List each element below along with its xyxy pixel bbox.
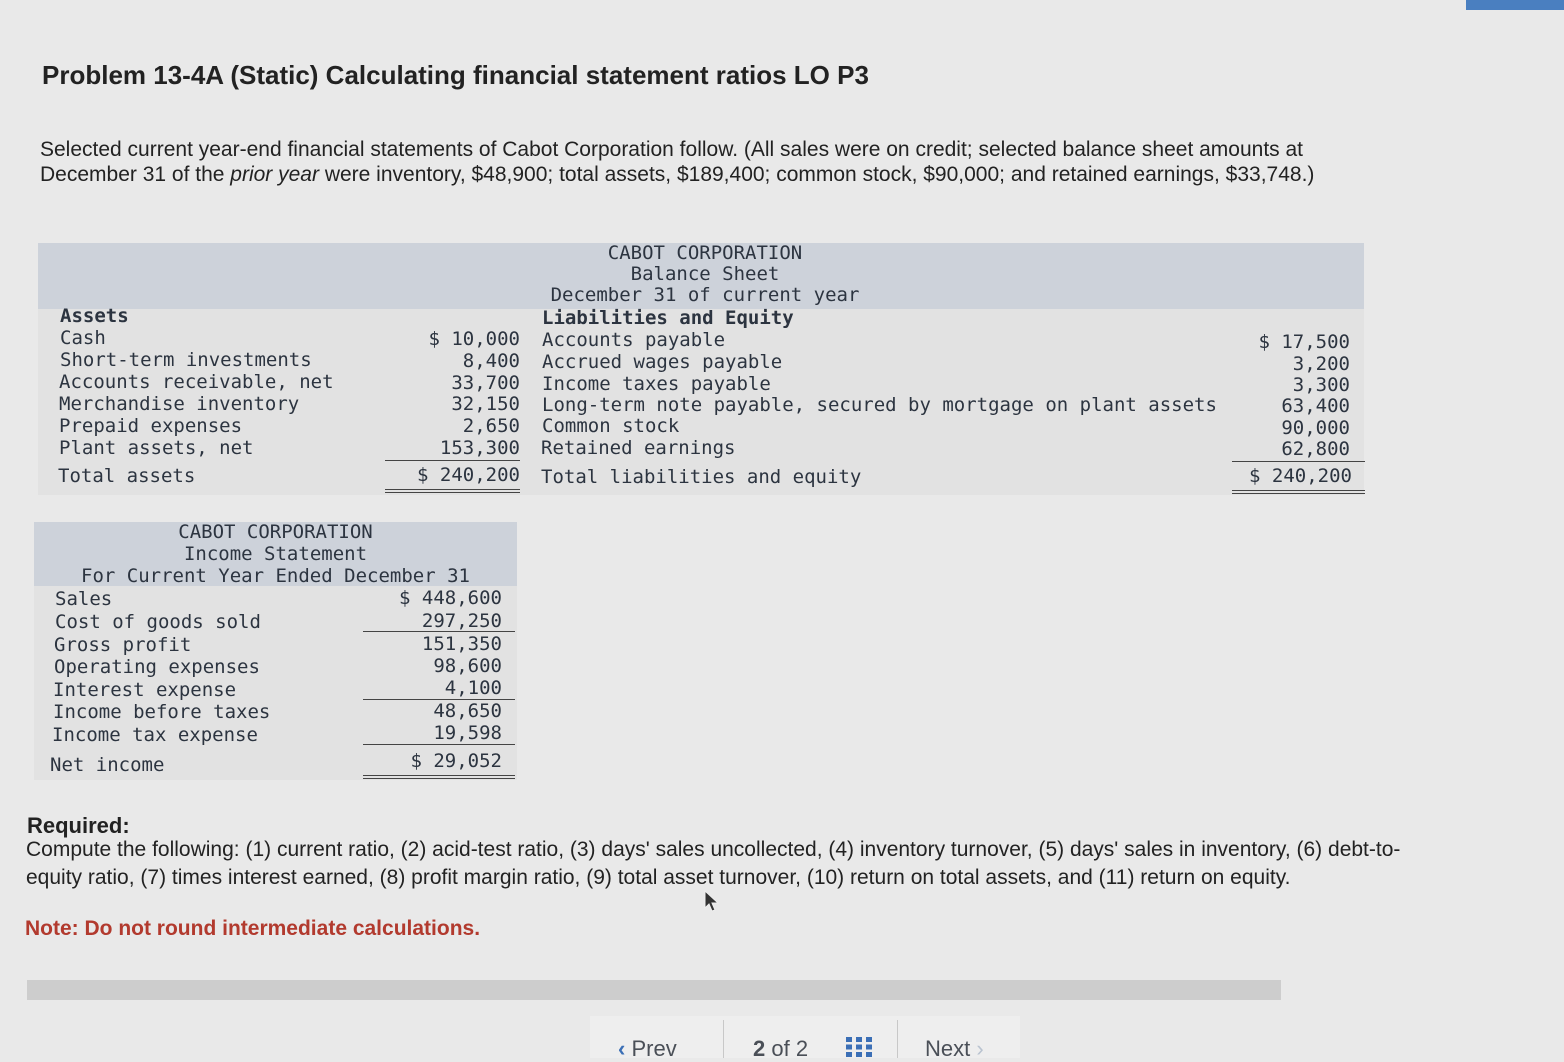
liability-value: 3,300 (1292, 374, 1350, 396)
required-text: Compute the following: (1) current ratio, (2) acid-test ratio, (3) days' sales uncollected, (4) inventory turnover, (5) days' sales in inventory, (6) debt-to-equity ratio, (7) times interest earned, (8) profit margin ratio, (9) total asset turnover, (10) return on total assets, and (11) return on equity. (26, 838, 1401, 889)
asset-label: Plant assets, net (59, 437, 254, 459)
is-rule (363, 744, 515, 745)
is-value: 98,600 (433, 655, 502, 677)
assets-total-rule (385, 492, 520, 493)
asset-value: 33,700 (451, 372, 520, 394)
total-assets-label: Total assets (58, 465, 196, 487)
total-liabilities-value: $ 240,200 (1249, 465, 1352, 487)
chevron-right-icon: › (976, 1036, 984, 1061)
prev-button[interactable] (618, 1036, 677, 1062)
page-current: 2 (753, 1036, 766, 1061)
is-value: 19,598 (433, 722, 502, 744)
intro-before: Selected current year-end financial statements of Cabot Corporation follow. (All sales were on credit; selected balance sheet amounts at December 31 of the (40, 138, 1304, 186)
is-value: $ 448,600 (399, 587, 502, 609)
next-button[interactable] (925, 1036, 984, 1062)
mouse-cursor-icon (704, 890, 720, 914)
required-label: Required: (27, 813, 130, 838)
is-value: 48,650 (433, 700, 502, 722)
is-label: Operating expenses (54, 656, 260, 678)
is-value: 297,250 (421, 610, 502, 632)
footer-divider (897, 1020, 898, 1058)
asset-label: Short-term investments (60, 349, 312, 371)
chevron-left-icon: ‹ (618, 1036, 626, 1061)
top-accent-bar (1466, 0, 1564, 10)
liability-label: Long-term note payable, secured by mortgage on plant assets (542, 394, 1217, 416)
intro-italic: prior year (230, 163, 319, 186)
page-total: 2 (795, 1036, 809, 1061)
is-label: Income before taxes (53, 701, 271, 723)
total-assets-value: $ 240,200 (417, 464, 520, 486)
liabilities-heading: Liabilities and Equity (542, 307, 794, 329)
bs-date: December 31 of current year (550, 284, 860, 306)
asset-label: Accounts receivable, net (59, 371, 334, 393)
net-income-value: $ 29,052 (410, 750, 502, 772)
prev-label: Prev (631, 1036, 677, 1061)
asset-value: $ 10,000 (428, 328, 520, 350)
liability-label: Income taxes payable (542, 373, 771, 395)
is-label: Cost of goods sold (55, 611, 261, 633)
asset-value: 8,400 (462, 350, 520, 372)
is-total-rule (363, 775, 515, 776)
asset-value: 32,150 (451, 393, 520, 415)
balance-sheet-heading (38, 243, 1372, 306)
page-title: Problem 13-4A (Static) Calculating financial statement ratios LO P3 (42, 60, 869, 90)
grid-icon[interactable] (846, 1037, 872, 1057)
liability-label: Common stock (542, 415, 680, 437)
bs-company: CABOT CORPORATION (607, 242, 803, 264)
is-value: 151,350 (421, 633, 502, 655)
assets-heading: Assets (60, 305, 129, 327)
is-period: For Current Year Ended December 31 (81, 565, 470, 587)
liability-label: Retained earnings (541, 437, 736, 459)
is-label: Sales (55, 588, 113, 610)
page-indicator[interactable] (753, 1036, 808, 1062)
asset-value: 2,650 (462, 415, 520, 437)
income-statement-heading (34, 521, 517, 587)
asset-value: 153,300 (439, 437, 520, 459)
bs-name: Balance Sheet (630, 263, 780, 285)
horizontal-scrollbar[interactable] (27, 980, 1281, 1000)
liability-value: 3,200 (1292, 353, 1350, 375)
intro-text (40, 137, 1400, 187)
next-label: Next (925, 1036, 971, 1061)
asset-label: Prepaid expenses (59, 415, 243, 437)
liab-subtotal-rule (1232, 461, 1365, 462)
liability-label: Accounts payable (542, 329, 726, 351)
liability-value: 90,000 (1281, 417, 1350, 439)
liability-label: Accrued wages payable (542, 351, 783, 373)
liab-total-rule (1232, 490, 1365, 491)
asset-label: Cash (60, 327, 106, 349)
net-income-label: Net income (50, 754, 165, 776)
liability-value: $ 17,500 (1258, 331, 1350, 353)
is-label: Interest expense (53, 679, 237, 701)
is-name: Income Statement (183, 543, 368, 565)
is-label: Income tax expense (52, 724, 258, 746)
page-of: of (771, 1036, 790, 1061)
liab-total-rule (1232, 493, 1365, 494)
intro-after: were inventory, $48,900; total assets, $189,400; common stock, $90,000; and retained earnings, $33,748.) (318, 163, 1315, 186)
assets-subtotal-rule (385, 460, 520, 461)
is-label: Gross profit (54, 634, 192, 656)
footer-divider (723, 1020, 724, 1058)
is-company: CABOT CORPORATION (178, 521, 373, 543)
liability-value: 62,800 (1281, 438, 1350, 460)
note-text: Note: Do not round intermediate calculations. (25, 917, 481, 940)
asset-label: Merchandise inventory (59, 393, 300, 415)
assets-total-rule (385, 489, 520, 490)
liability-value: 63,400 (1281, 395, 1350, 417)
total-liabilities-label: Total liabilities and equity (541, 466, 862, 488)
is-rule (363, 631, 515, 632)
is-value: 4,100 (444, 677, 502, 699)
is-total-rule (363, 778, 515, 779)
